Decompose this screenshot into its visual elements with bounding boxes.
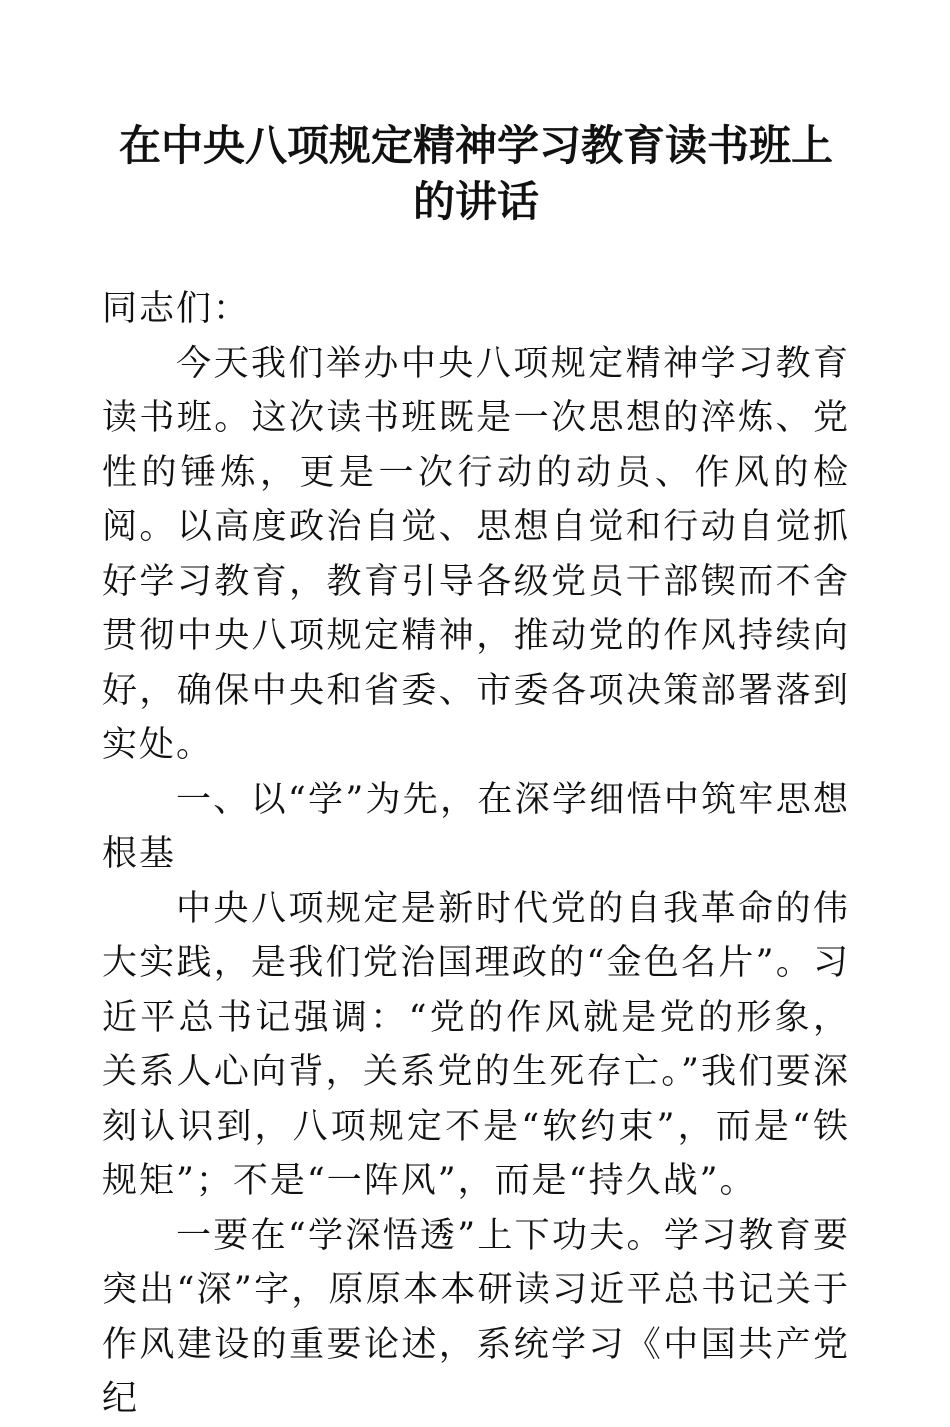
paragraph-section-1: 中央八项规定是新时代党的自我革命的伟大实践，是我们党治国理政的“金色名片”。习近平总书记强调：“党的作风就是党的形象，关系人心向背，关系党的生死存亡。”我们要深刻认识到，八项规定不是“软约束”，而是“铁规矩”；不是“一阵风”，而是“持久战”。	[102, 888, 850, 1201]
paragraph-point-1: 一要在“学深悟透”上下功夫。学习教育要突出“深”字，原原本本研读习近平总书记关于作风建设的重要论述，系统学习《中国共产党纪	[102, 1215, 850, 1419]
document-title: 在中央八项规定精神学习教育读书班上的讲话	[118, 121, 833, 226]
document-body	[102, 282, 850, 1427]
section-heading-1: 一、以“学”为先，在深学细悟中筑牢思想根基	[102, 779, 850, 874]
salutation: 同志们：	[102, 289, 251, 329]
paragraph-intro: 今天我们举办中央八项规定精神学习教育读书班。这次读书班既是一次思想的淬炼、党性的锤炼，更是一次行动的动员、作风的检阅。以高度政治自觉、思想自觉和行动自觉抓好学习教育，教育引导各级党员干部锲而不舍贯彻中央八项规定精神，推动党的作风持续向好，确保中央和省委、市委各项决策部署落到实处。	[102, 343, 850, 765]
document-page	[102, 118, 850, 1427]
